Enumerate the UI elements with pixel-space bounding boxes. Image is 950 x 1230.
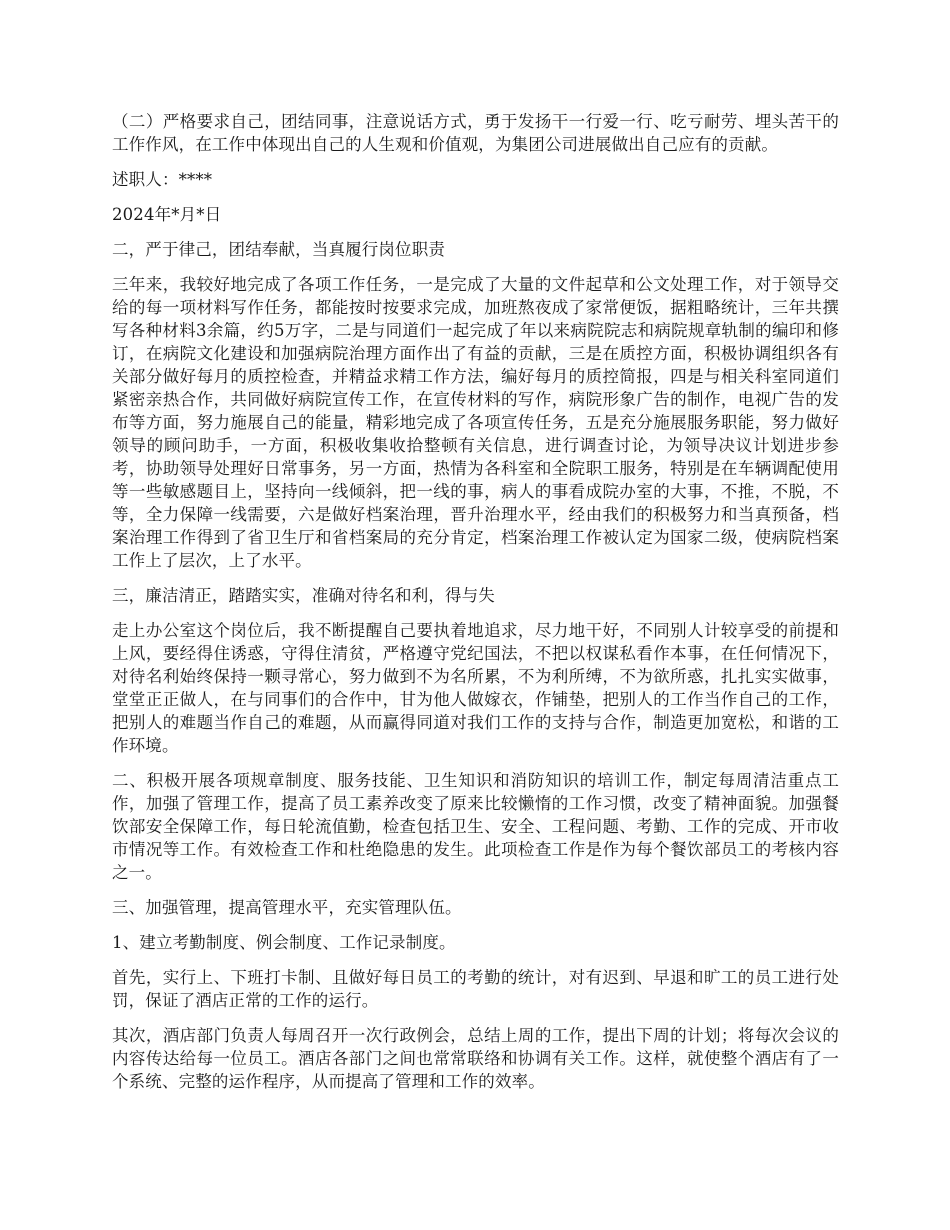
date-line: 2024年*月*日 [112, 205, 222, 224]
paragraph-three-year-achievements: 三年来，我较好地完成了各项工作任务，一是完成了大量的文件起草和公文处理工作，对于领导交给的每一项材料写作任务，都能按时按要求完成，加班熬夜成了家常便饭，据粗略统计，三年共撰写各种材料3余篇，约5万字，二是与同道们一起完成了年以来病院院志和病院规章轨制的编印和修订，在病院文化建设和加强病院治理方面作出了有益的贡献，三是在质控方面，积极协调组织各有关部分做好每月的质控检查，并精益求精工作方法，编好每月的质控简报，四是与相关科室同道们紧密亲热合作，共同做好病院宣传工作，在宣传材料的写作，病院形象广告的制作，电视广告的发布等方面，努力施展自己的能量，精彩地完成了各项宣传任务，五是充分施展服务职能，努力做好领导的顾问助手，一方面，积极收集收拾整顿有关信息，进行调查讨论，为领导决议计划进步参考，协助领导处理好日常事务，另一方面，热情为各科室和全院职工服务，特别是在车辆调配使用等一些敏感题目上，坚持向一线倾斜，把一线的事，病人的事看成院办室的大事，不推，不脱，不等，全力保障一线需要，六是做好档案治理，晋升治理水平，经由我们的积极努力和当真预备，档案治理工作得到了省卫生厅和省档案局的充分肯定，档案治理工作被认定为国家二级，使病院档案工作上了层次，上了水平。 [112, 275, 839, 570]
subheading-attendance-system: 1、建立考勤制度、例会制度、工作记录制度。 [112, 933, 456, 952]
paragraph-office-post: 走上办公室这个岗位后，我不断提醒自己要执着地追求，尽力地干好，不同别人计较享受的前提和上风，要经得住诱惑，守得住清贫，严格遵守党纪国法，不把以权谋私看作本事，在任何情况下，对待名利始终保持一颗寻常心，努力做到不为名所累，不为利所缚，不为欲所惑，扎扎实实做事，堂堂正正做人，在与同事们的合作中，甘为他人做嫁衣，作铺垫，把别人的工作当作自己的工作，把别人的难题当作自己的难题，从而赢得同道对我们工作的支持与合作，制造更加宽松，和谐的工作环境。 [112, 621, 839, 755]
section-heading-integrity: 三，廉洁清正，踏踏实实，准确对待名和利，得与失 [112, 586, 495, 605]
document-body [112, 110, 839, 1093]
reporter-line: 述职人：**** [112, 170, 213, 189]
paragraph-second-meetings: 其次，酒店部门负责人每周召开一次行政例会，总结上周的工作，提出下周的计划；将每次会议的内容传达给每一位员工。酒店各部门之间也常常联络和协调有关工作。这样，就使整个酒店有了一个系统、完整的运作程序，从而提高了管理和工作的效率。 [112, 1026, 839, 1091]
paragraph-first-attendance: 首先，实行上、下班打卡制、且做好每日员工的考勤的统计，对有迟到、早退和旷工的员工进行处罚，保证了酒店正常的工作的运行。 [112, 968, 839, 1010]
paragraph-training-work: 二、积极开展各项规章制度、服务技能、卫生知识和消防知识的培训工作，制定每周清洁重点工作，加强了管理工作，提高了员工素养改变了原来比较懒惰的工作习惯，改变了精神面貌。加强餐饮部安全保障工作，每日轮流值勤，检查包括卫生、安全、工程问题、考勤、工作的完成、开市收市情况等工作。有效检查工作和杜绝隐患的发生。此项检查工作是作为每个餐饮部员工的考核内容之一。 [112, 771, 839, 882]
section-heading-management: 三、加强管理，提高管理水平，充实管理队伍。 [112, 898, 462, 917]
paragraph-strict-self-requirement: （二）严格要求自己，团结同事，注意说话方式，勇于发扬干一行爱一行、吃亏耐劳、埋头苦干的工作作风，在工作中体现出自己的人生观和价值观，为集团公司进展做出自己应有的贡献。 [112, 112, 839, 154]
section-heading-discipline: 二，严于律己，团结奉献，当真履行岗位职责 [112, 240, 445, 259]
